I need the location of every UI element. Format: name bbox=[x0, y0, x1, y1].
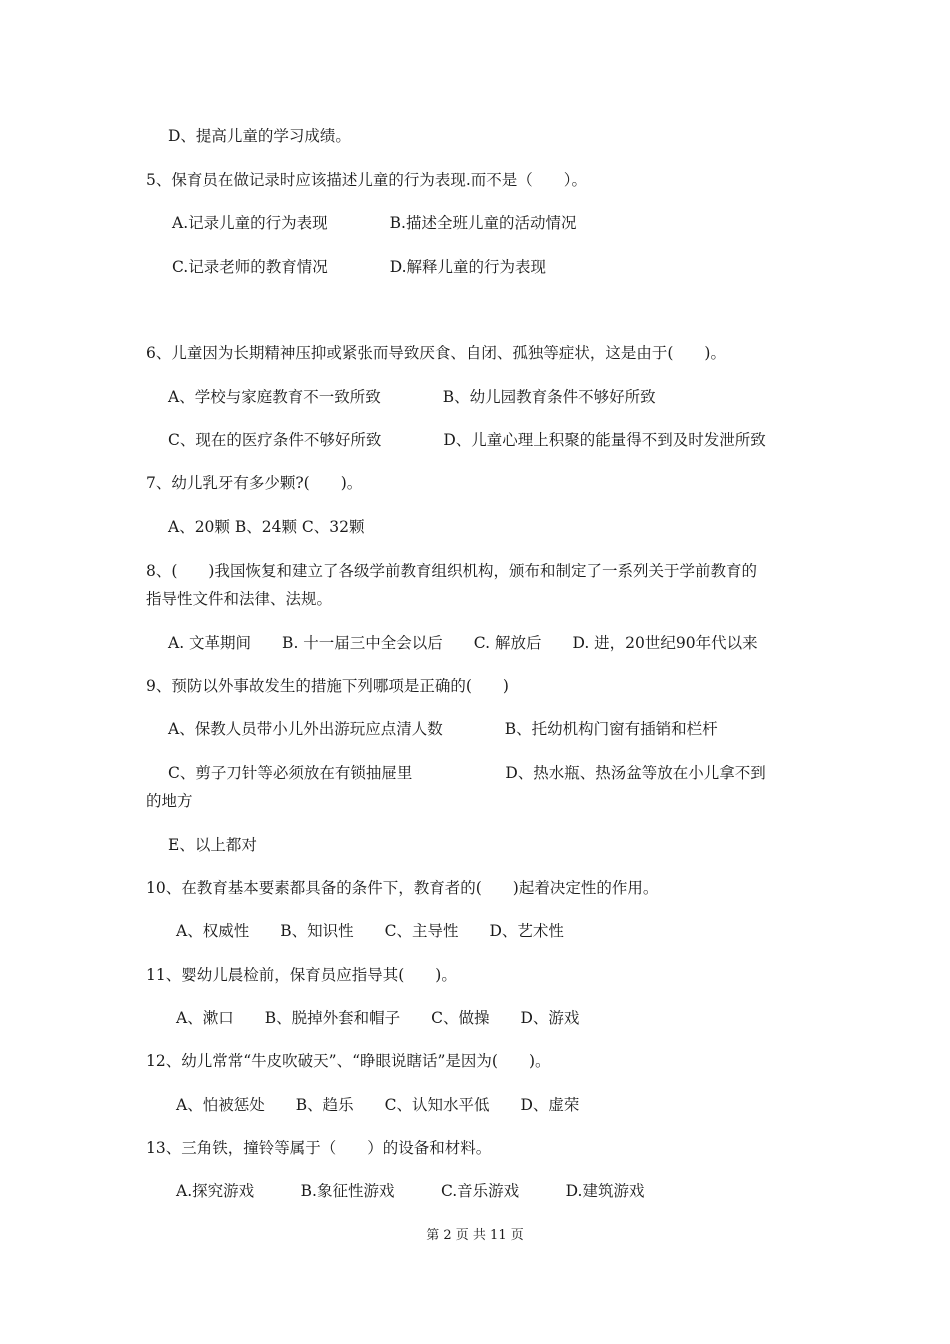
q5-options-cd: C.记录老师的教育情况 D.解释儿童的行为表现 bbox=[172, 258, 547, 276]
page-footer: 第 2 页 共 11 页 bbox=[426, 1228, 524, 1243]
q5-options-ab: A.记录儿童的行为表现 B.描述全班儿童的活动情况 bbox=[172, 214, 577, 232]
q12-options: A、怕被惩处 B、趋乐 C、认知水平低 D、虚荣 bbox=[176, 1096, 580, 1114]
q9-options-ab: A、保教人员带小儿外出游玩应点清人数 B、托幼机构门窗有插销和栏杆 bbox=[168, 720, 718, 738]
question-7: 7、幼儿乳牙有多少颗?( )。 bbox=[146, 474, 363, 492]
question-9: 9、预防以外事故发生的措施下列哪项是正确的( ) bbox=[146, 677, 509, 695]
q7-options: A、20颗 B、24颗 C、32颗 bbox=[168, 518, 365, 536]
question-12: 12、幼儿常常“牛皮吹破天”、“睁眼说瞎话”是因为( )。 bbox=[146, 1052, 551, 1070]
q8-options: A. 文革期间 B. 十一届三中全会以后 C. 解放后 D. 进，20世纪90年代以来 bbox=[168, 634, 758, 652]
q9-options-cd-continued: 的地方 bbox=[146, 792, 193, 810]
question-11: 11、婴幼儿晨检前，保育员应指导其( )。 bbox=[146, 966, 457, 984]
question-8-line-1: 8、( )我国恢复和建立了各级学前教育组织机构，颁布和制定了一系列关于学前教育的 bbox=[146, 562, 757, 580]
q4-option-d: D、提高儿童的学习成绩。 bbox=[168, 127, 351, 145]
question-5: 5、保育员在做记录时应该描述儿童的行为表现.而不是（ ）。 bbox=[146, 171, 588, 189]
question-8-line-2: 指导性文件和法律、法规。 bbox=[146, 590, 333, 608]
q13-options: A.探究游戏 B.象征性游戏 C.音乐游戏 D.建筑游戏 bbox=[176, 1182, 645, 1200]
q9-option-e: E、以上都对 bbox=[168, 836, 257, 854]
q11-options: A、漱口 B、脱掉外套和帽子 C、做操 D、游戏 bbox=[176, 1009, 580, 1027]
question-10: 10、在教育基本要素都具备的条件下，教育者的( )起着决定性的作用。 bbox=[146, 879, 659, 897]
q10-options: A、权威性 B、知识性 C、主导性 D、艺术性 bbox=[176, 922, 564, 940]
question-13: 13、三角铁，撞铃等属于（ ）的设备和材料。 bbox=[146, 1139, 492, 1157]
q6-options-cd: C、现在的医疗条件不够好所致 D、儿童心理上积聚的能量得不到及时发泄所致 bbox=[168, 431, 766, 449]
q6-options-ab: A、学校与家庭教育不一致所致 B、幼儿园教育条件不够好所致 bbox=[168, 388, 656, 406]
question-6: 6、儿童因为长期精神压抑或紧张而导致厌食、自闭、孤独等症状，这是由于( )。 bbox=[146, 344, 726, 362]
q9-options-cd: C、剪子刀针等必须放在有锁抽屉里 D、热水瓶、热汤盆等放在小儿拿不到 bbox=[168, 764, 766, 782]
